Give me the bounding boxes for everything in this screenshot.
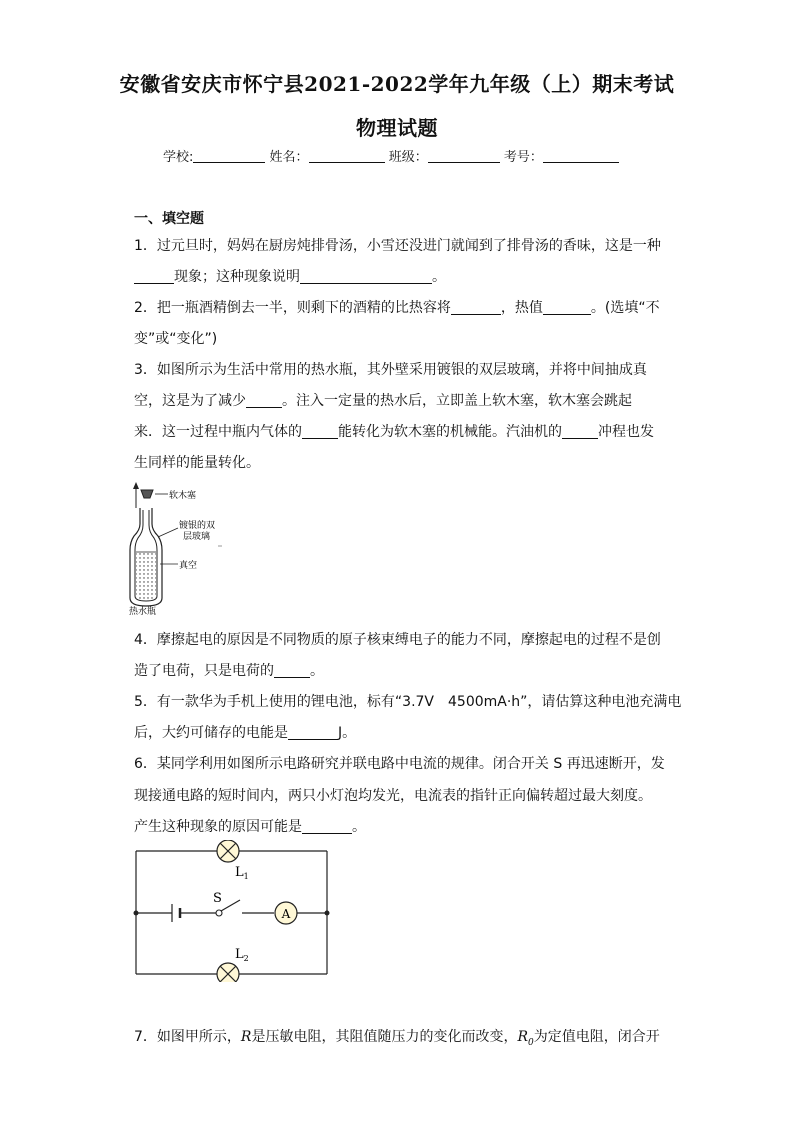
q2-blank2[interactable] [543,300,591,315]
q6-line3: 产生这种现象的原因可能是 。 [134,819,366,835]
q3-line3: 来．这一过程中瓶内气体的 能转化为软木塞的机械能。汽油机的 冲程也发 [134,424,654,440]
q2-blank1[interactable] [451,300,501,315]
q1-line1: 1．过元旦时，妈妈在厨房炖排骨汤，小雪还没进门就闻到了排骨汤的香味，这是一种 [134,238,661,254]
school-field[interactable] [193,148,265,163]
q3-blank3[interactable] [562,424,598,439]
glass-label-2: 层玻璃 [183,532,211,542]
q5-line1: 5．有一款华为手机上使用的锂电池，标有“3.7V 4500mA·h”，请估算这种电池充满电 [134,694,682,710]
number-label: 考号： [503,150,543,165]
q1-blank1[interactable] [134,269,174,284]
lamp-l1-label: $L_1$ [235,865,249,881]
exam-subtitle: 物理试题 [356,116,438,140]
q7-line1: 7．如图甲所示，R是压敏电阻，其阻值随压力的变化而改变，$R_0$为定值电阻，闭合开 [134,1029,660,1048]
q3-line1: 3．如图所示为生活中常用的热水瓶，其外壁采用镀银的双层玻璃，并将中间抽成真 [134,362,647,378]
q1-blank2[interactable] [300,269,432,284]
q6-line1: 6．某同学利用如图所示电路研究并联电路中电流的规律。闭合开关 S 再迅速断开，发 [134,756,665,772]
ammeter-label: A [281,907,291,921]
variable-r0: $R_0$ [517,1029,534,1048]
parallel-circuit-figure [128,840,338,982]
battery-icon [172,904,180,922]
section-title: 一、填空题 [134,211,204,227]
lamp-l2-label: $L_2$ [235,947,249,963]
q5-blank[interactable] [288,725,338,740]
cork-label: 软木塞 [169,491,197,501]
q4-line1: 4．摩擦起电的原因是不同物质的原子核束缚电子的能力不同，摩擦起电的过程不是创 [134,632,661,648]
q3-blank1[interactable] [246,393,282,408]
flask-caption: 热水瓶 [129,607,157,615]
cork-shape [141,490,153,498]
student-info-row [163,146,619,165]
q1-line2: 现象；这种现象说明 。 [134,266,446,286]
switch-label: S [213,891,222,906]
class-field[interactable] [428,148,500,163]
number-field[interactable] [543,148,619,163]
vacuum-label: 真空 [179,561,198,571]
q2-line2: 变”或“变化”) [134,331,218,347]
q4-blank[interactable] [274,663,310,678]
q3-line2: 空，这是为了减少 。注入一定量的热水后，立即盖上软木塞，软木塞会跳起 [134,393,632,409]
school-label: 学校: [163,150,194,165]
q6-blank[interactable] [302,819,352,834]
q3-blank2[interactable] [302,424,338,439]
glass-label-1: 镀银的双 [179,521,216,531]
lamp-l2-icon [217,963,239,982]
q2-line1: 2．把一瓶酒精倒去一半，则剩下的酒精的比热容将 ，热值 。(选填“不 [134,300,660,316]
name-label: 姓名： [269,150,309,165]
thermos-flask-figure [126,480,224,615]
name-field[interactable] [309,148,385,163]
class-label: 班级： [388,150,428,165]
variable-r: R [240,1029,252,1045]
q3-line4: 生同样的能量转化。 [134,455,260,471]
flask-water [136,552,156,600]
q4-line2: 造了电荷，只是电荷的 。 [134,663,324,679]
q6-line2: 现接通电路的短时间内，两只小灯泡均发光，电流表的指针正向偏转超过最大刻度。 [134,788,652,804]
lamp-l1-icon [217,840,239,862]
q5-line2: 后，大约可储存的电能是 J。 [134,725,357,741]
exam-title: 安徽省安庆市怀宁县2021-2022学年九年级（上）期末考试 [119,72,675,96]
arrow-head-icon [133,482,139,489]
